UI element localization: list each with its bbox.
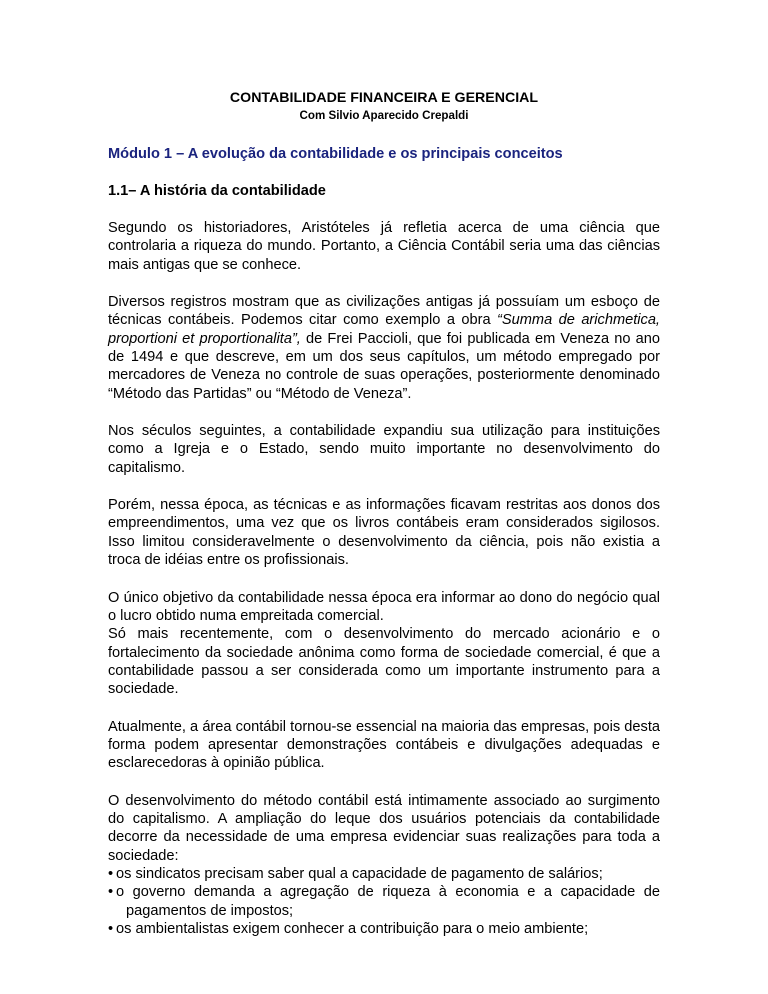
module-heading: Módulo 1 – A evolução da contabilidade e os principais conceitos (108, 146, 563, 162)
document-author: Com Silvio Aparecido Crepaldi (299, 109, 469, 122)
bullet-icon: • (108, 921, 114, 937)
paragraph-3: Nos séculos seguintes, a contabilidade expandiu sua utilização para instituições como a Igreja e o Estado, sendo muito importante no desenvolvimento do capitalismo. (108, 423, 660, 476)
bullet-icon: • (108, 884, 114, 901)
section-heading: 1.1– A história da contabilidade (108, 183, 326, 199)
paragraph-1: Segundo os historiadores, Aristóteles já refletia acerca de uma ciência que controlaria a riqueza do mundo. Portanto, a Ciência Contábil seria uma das ciências mais antigas que se conhece. (108, 220, 660, 273)
bullet-icon: • (108, 865, 114, 882)
list-item-text: os sindicatos precisam saber qual a capacidade de pagamento de salários; (116, 865, 603, 882)
list-item-text: o governo demanda a agregação de riqueza à economia e a capacidade de pagamentos de impostos; (116, 884, 660, 919)
paragraph-8: O desenvolvimento do método contábil está intimamente associado ao surgimento do capitalismo. A ampliação do leque dos usuários potenciais da contabilidade decorre da necessidade de uma empresa evidenciar suas realizações para toda a sociedade: (108, 792, 660, 864)
paragraph-6: Só mais recentemente, com o desenvolvimento do mercado acionário e o fortalecimento da sociedade anônima como forma de sociedade comercial, é que a contabilidade passou a ser considerada como um importante instrumento para a sociedade. (108, 626, 660, 698)
paragraph-4: Porém, nessa época, as técnicas e as informações ficavam restritas aos donos dos empreendimentos, uma vez que os livros contábeis eram considerados sigilosos. Isso limitou consideravelmente o desenvolvimento da ciência, pois não existia a troca de idéias entre os profissionais. (108, 497, 660, 569)
list-item-text: os ambientalistas exigem conhecer a contribuição para o meio ambiente; (116, 921, 589, 937)
list-item (108, 865, 660, 883)
bullet-list (108, 865, 660, 938)
paragraph-2-text-a: Diversos registros mostram que as civilizações antigas já possuíam um esboço de técnicas contábeis. Podemos citar como exemplo a obra (108, 294, 660, 329)
paragraph-2 (108, 293, 660, 403)
document-title: CONTABILIDADE FINANCEIRA E GERENCIAL (229, 90, 539, 106)
paragraph-5: O único objetivo da contabilidade nessa época era informar ao dono do negócio qual o lucro obtido numa empreitada comercial. (108, 589, 660, 624)
book-title-italic: “Summa de arichmetica, proportioni et proportionalita”, (108, 312, 660, 347)
paragraph-7: Atualmente, a área contábil tornou-se essencial na maioria das empresas, pois desta forma podem apresentar demonstrações contábeis e divulgações adequadas e esclarecedoras à opinião pública. (108, 718, 660, 772)
list-item (108, 883, 660, 920)
paragraph-2-text-b: de Frei Paccioli, que foi publicada em Veneza no ano de 1494 e que descreve, em um dos seus capítulos, um método empregado por mercadores de Veneza no controle de suas operações, posteriormente denominado “Método das Partidas” ou “Método de Veneza”. (108, 330, 660, 402)
list-item (108, 920, 660, 938)
